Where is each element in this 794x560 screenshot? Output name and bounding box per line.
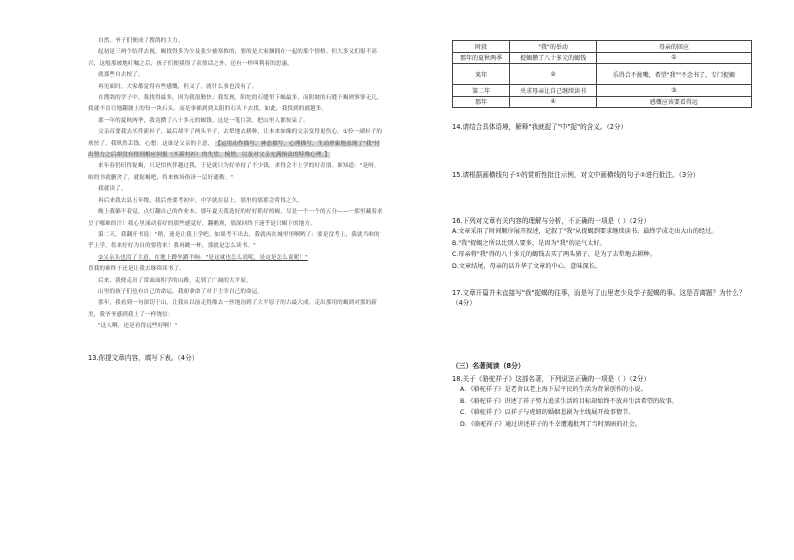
passage-text: 父亲首要我去买件新衫子，最后却平了两头羊子，去犁地去耕种，让本来如像的父亲变得更伤心。①拎一副衫子的欢快了，我纵然丢钱，心想：这谁是父亲的主意，: [88, 129, 383, 147]
passage-paragraph: 第二天，我翻开书说："稍，迷是让我上学吧。如果考不出去，我就再在城里里啊哟了：要是没考上，我就当咱的乎上学，将来好好为自的要将来！我再跳一杯，那就是怎么读书。": [88, 231, 380, 250]
table-cell[interactable]: ④: [510, 96, 597, 108]
passage-paragraph: 我就读了。: [98, 186, 127, 193]
passage-paragraph: 那一年的夏秋两季，我竟攒了八十多元的蝎钱。这是一笔巨款，把山里人都惊呆了。: [98, 117, 309, 124]
answer-table: [452, 40, 752, 108]
questions-column: [452, 40, 752, 430]
table-cell: 央求母亲让自己继续读书: [510, 85, 597, 97]
annotation-box: 【运用动作描写、神态描写、心理描写，生动形象地表现了"我"付出努力之后却没有得到相应回报（买新衬衫）的失望、惋惜，以及对父亲充满指责的特殊心理。】: [88, 140, 380, 159]
table-cell: 那年: [453, 96, 510, 108]
table-row: [453, 52, 752, 64]
passage-paragraph: [88, 127, 384, 161]
question-15: 15.请根据画横线句子①的赏析性批注示例，对文中画横线的句子②进行批注。（3分）: [452, 171, 700, 179]
table-cell: 捉蝎攒了八十多元的蝎钱: [510, 52, 597, 64]
question-18-option: A．《骆驼祥子》是老舍以老上海下层平民的生活为背景创作的小说。: [460, 386, 647, 393]
table-cell[interactable]: ②: [510, 64, 597, 85]
passage-paragraph: 自然，爷子们便成了搜鸽的主力。: [98, 38, 184, 44]
passage-paragraph: 后来，我便走出了常面面积学的山路，走到了广阔的大平原。: [98, 277, 252, 284]
question-13: 13.你提文章内容，填写下表。（4分）: [88, 353, 199, 362]
passage-column: [88, 36, 384, 363]
table-row: [453, 96, 752, 108]
table-cell[interactable]: ①: [596, 52, 751, 64]
table-header: 时段: [453, 41, 510, 53]
question-18-option: C．《骆驼祥子》以祥子与虎妞的婚姻悲剧为主线展开故事情节。: [460, 409, 635, 416]
table-row: [453, 64, 752, 85]
passage-paragraph: 在搜鸽的学子中，我找得最多，因为我很勤快；我发现，阳坨的石缝里下蝎最多，而阴坡的石缝下蝎则寥寥无几。我就不首日地翻坡上的每一块石头，而是事插到到太阳的石头下去找。如此，我找到的就越多。: [88, 95, 383, 113]
table-cell: 那年的夏秋两季: [453, 52, 510, 64]
passage-paragraph: 那年，我看到一句深切于山，让我从以前走得像去一丝地沟到了大平原子的古最大成。走出那用的蝎到对那的新美，我爷爷感到我上了一样饶信：: [88, 300, 377, 318]
passage-paragraph: 晚上我躺不着觉，点灯翻自己的作业本。那年夏天我选好的好好抓好的蝎，尽是一个一个的五分——一那里藏着求呈子哪难的汗！我心里涌动着好的那些感觉好，翻鹅现，那深回终于迷乎是只蝎下的地方。: [88, 209, 383, 227]
table-cell: 感慨应该要看得远: [596, 96, 751, 108]
passage-paragraph: "这人啊，还是看得远些好啊！": [98, 323, 178, 330]
table-header: "我"的举动: [510, 41, 597, 53]
table-header: 母亲的回应: [596, 41, 751, 53]
passage-paragraph: 起初是三两个结伴去视，蝎找得多为少及张少被寒推的，要的是大家捆拥在一起的那个情格。但大多又们很不高兴，这般那被地叮嘱之后，孩子们便摸得了表情话之外，还有一样叫利着的思惠。: [88, 49, 377, 67]
question-18-stem: 18.关于《骆驼祥子》这部名著，下列说法正确的一项是（ ）（2分）: [452, 375, 651, 383]
passage-paragraph: 再见面时，大家都觉得有些感慨，但又了，就什么事也没有了。: [98, 83, 258, 90]
table-cell: 来年: [453, 64, 510, 85]
question-14: 14.请结合具体语境，解释"我就捉了"中"捉"的含义。（2分）: [452, 123, 628, 131]
passage-paragraph: 再后来我去县五年级，我后查要考初中，中学就在县上，那里的那那会将得之久。: [98, 197, 303, 204]
table-cell[interactable]: ③: [596, 85, 751, 97]
table-cell: 第二年: [453, 85, 510, 97]
question-18-option: B．《骆驼祥子》讲述了祥子努力追求生活的目标却始终不放弃生活希望的故事。: [460, 397, 678, 405]
question-16-stem: 16.下列对文章有关内容的理解与分析，不正确的一项是（ ）（2分）: [452, 217, 651, 225]
question-16-option: B."我"捉蝎之所以比别人要多，是因为"我"的运气太好。: [452, 239, 606, 247]
question-17: 17.文章开篇并未直接写"我"捉蝎的往事，而是写了山里老少及学子捉蝎的事。这是否离题？为什么？（4分）: [452, 289, 746, 307]
passage-underlined-sentence: ②父亲头也没了主意，在地上蹲坐蹲半晌："是这就也怎么说呢，是这是怎么说呢！": [98, 254, 308, 261]
passage-paragraph: 喜我的难终于还是让我去继续读书了。: [88, 266, 185, 273]
table-row: [453, 85, 752, 97]
passage-paragraph: 山里的孩子们也有自己的命运，我却拿命了对于主宰自己的命运。: [98, 288, 264, 295]
table-cell: 乐得合不拢嘴，希望"我""不念书了，专门捉蝎: [596, 64, 751, 85]
question-18-option: D．《骆驼祥子》通过讲述祥子的不幸遭遇批判了当时黑暗的社会。: [460, 420, 642, 428]
question-16-option: A.文章采用了时间顺序展开叙述，记叙了"我"从捉蝎到要求继续读书，最终学成走出大山的经过。: [452, 228, 718, 235]
question-16-option: D.文章结尾，母亲的话升华了文章的中心，意味深长。: [452, 262, 602, 270]
table-header-row: [453, 41, 752, 53]
section-title: （三）名著阅读（8分）: [452, 362, 525, 370]
passage-paragraph: 就那些自去校了。: [98, 72, 144, 79]
passage-paragraph: 来年春仍旧得捉蝎，只是怕伙伴越过我，于是就只为好举持了不少钱，求得会不上学的好奇朋。谁知道："是呀，咱的书就删舍了，就捉蝎吧，将来核场俗济一层好通勒。": [88, 163, 380, 181]
question-16-option: C.母亲将"我"得的八十多元的蝎钱去买了两头猪子，是为了去犁地去耕种。: [452, 251, 656, 258]
